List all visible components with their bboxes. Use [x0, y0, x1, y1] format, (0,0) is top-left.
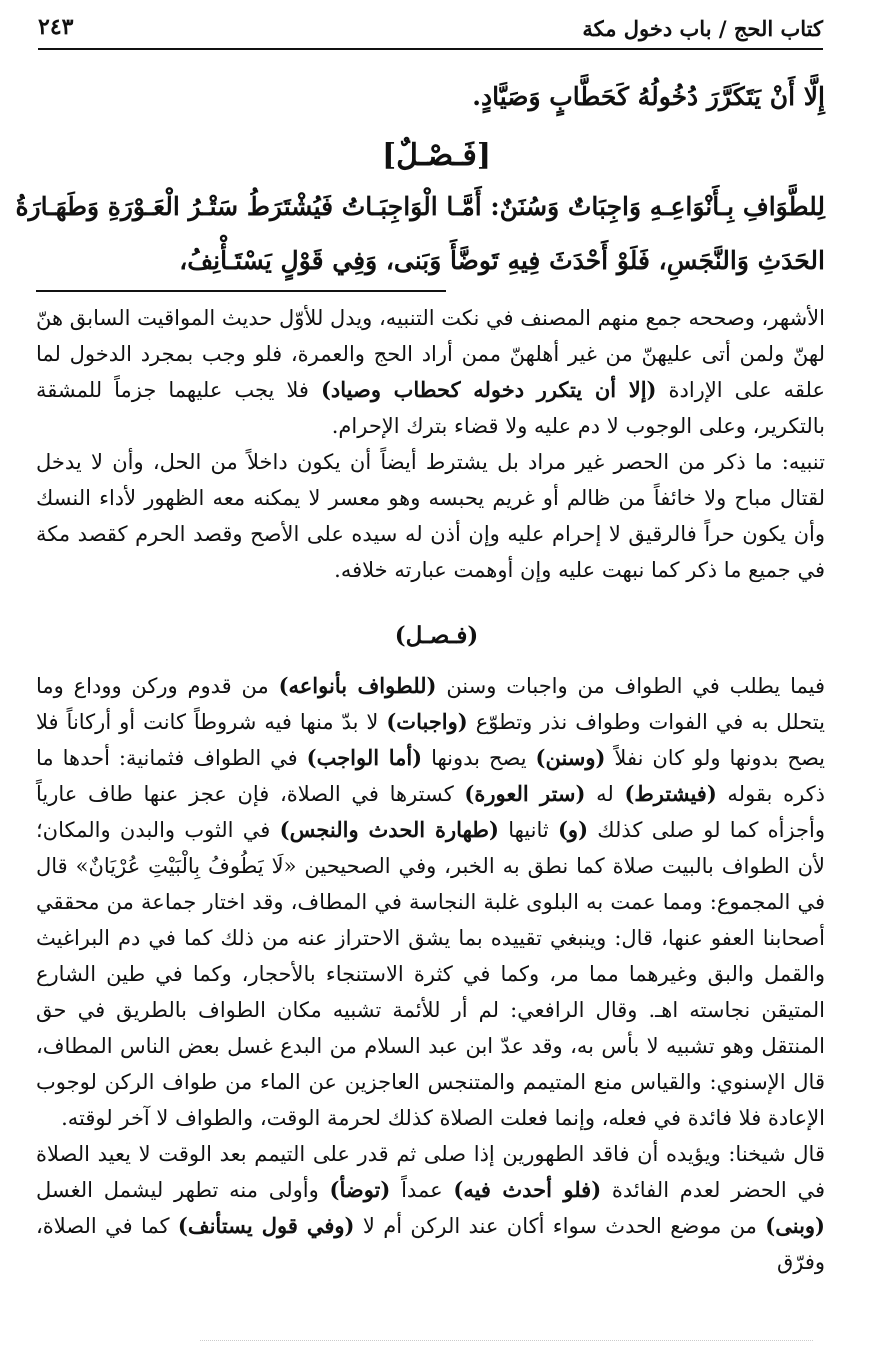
matn-text-line-1: لِلطَّوَافِ بِـأَنْوَاعِـهِ وَاجِبَاتٌ وَسُنَنٌ: أَمَّـا الْوَاجِبَـاتُ فَيُشْتَرَطُ سَتْـرُ الْعَـوْرَةِ وَطَهَـارَةُ [15, 192, 825, 221]
commentary-top [36, 300, 825, 588]
commentary-text: من موضع الحدث سواء أكان عند الركن أم لا [354, 1214, 766, 1238]
matn-quote: (ستر العورة) [464, 781, 586, 806]
commentary-text: له [585, 782, 625, 806]
commentary-text: ثانيها [498, 818, 558, 842]
commentary-paragraph-1 [36, 300, 825, 444]
matn-quote: (إلا أن يتكرر دخوله كحطاب وصياد) [320, 377, 657, 402]
commentary-text: يصح بدونها [422, 746, 536, 770]
commentary-text: فلا يجب عليهما جزماً للمشقة بالتكرير، وعلى الوجوب لا دم عليه ولا قضاء بترك الإحرام. [36, 378, 825, 438]
commentary-text: وأولى منه تطهر ليشمل الغسل [36, 1178, 330, 1202]
running-head: كتاب الحج / باب دخول مكة [582, 16, 823, 41]
commentary-paragraph-3 [36, 668, 825, 1136]
matn-text-line-2: الحَدَثِ وَالنَّجَسِ، فَلَوْ أَحْدَثَ فِيهِ تَوضَّأَ وَبَنى، وَفِي قَوْلٍ يَسْتَـأْنِفُ، [179, 246, 825, 275]
matn-continuation: إِلَّا أَنْ يَتَكَرَّرَ دُخُولُهُ كَحَطَّابٍ وَصَيَّادٍ. [472, 82, 825, 111]
matn-quote: (طهارة الحدث والنجس) [279, 817, 499, 842]
matn-section-heading: [فَـصْـلٌ] [381, 138, 492, 173]
commentary-text: فيما يطلب في الطواف من واجبات وسنن [436, 674, 825, 698]
commentary-paragraph-4 [36, 1136, 825, 1280]
matn-quote: (و) [558, 817, 589, 842]
commentary-bottom [36, 668, 825, 1280]
matn-quote: (فيشترط) [624, 781, 717, 806]
matn-commentary-divider [36, 290, 446, 292]
matn-quote: (أما الواجب) [306, 745, 423, 770]
page-number: ٢٤٣ [38, 14, 74, 40]
commentary-text: عمداً [390, 1178, 454, 1202]
matn-quote: (وسنن) [535, 745, 606, 770]
commentary-text: في الثوب والبدن والمكان؛ لأن الطواف بالبيت صلاة كما نطق به الخبر، وفي الصحيحين «لَا يَطُوفُ بِالْبَيْتِ عُرْيَانٌ» قال في المجموع: ومما عمت به البلوى غلبة النجاسة في المطاف، وقد اختار جماعة من محققي أصحابنا العفو عنها، قال: وينبغي تقييده بما يشق الاحتراز عنه من ذلك كما في دم البراغيث والقمل والبق وغيرهما مما مر، وكما في كثرة الاستنجاء بالأحجار، وكما في طين الشارع المتيقن نجاسته اهـ. وقال الرافعي: لم أر للأئمة تشبيه مكان الطواف بالطريق في حق المنتقل وهو تشبيه لا بأس به، وقد عدّ ابن عبد السلام من البدع غسل بعض الناس المطاف، قال الإسنوي: والقياس منع المتيمم والمتنجس العاجزين عن الماء من طواف الركن لوجوب الإعادة فلا فائدة في فعله، وإنما فعلت الصلاة كذلك لحرمة الوقت، والطواف لا آخر لوقته. [36, 818, 825, 1130]
matn-quote: (وبنى) [765, 1213, 825, 1238]
commentary-text: كسترها في الصلاة، فإن عجز عنها طاف عارياً وأجزأه كما لو صلى كذلك [36, 782, 826, 842]
scan-artifact-line [200, 1340, 813, 1347]
matn-quote: (توضأ) [329, 1177, 391, 1202]
commentary-text: في الطواف فثمانية: أحدها ما ذكره بقوله [36, 746, 826, 806]
commentary-text: من قدوم وركن ووداع وما يتحلل به في الفوات وطواف نذر وتطوّع [36, 674, 825, 734]
commentary-text: لا بدّ منها فيه شروطاً كانت أو أركاناً فلا يصح بدونها ولو كان نفلاً [36, 710, 826, 770]
matn-quote: (للطواف بأنواعه) [278, 673, 437, 698]
matn-quote: (وفي قول يستأنف) [177, 1213, 355, 1238]
matn-quote: (واجبات) [386, 709, 468, 734]
commentary-text: الأشهر، وصححه جمع منهم المصنف في نكت التنبيه، ويدل للأوّل حديث المواقيت السابق هنّ لهنّ ولمن أتى عليهنّ من غير أهلهنّ ممن أراد الحج والعمرة، فلو وجب بمجرد الدخول لما علقه على الإرادة [36, 306, 825, 402]
commentary-paragraph-2 [36, 444, 825, 588]
commentary-text: قال شيخنا: ويؤيده أن فاقد الطهورين إذا صلى ثم قدر على التيمم بعد الوقت لا يعيد الصلاة في الحضر لعدم الفائدة [36, 1142, 825, 1202]
matn-quote: (فلو أحدث فيه) [453, 1177, 602, 1202]
commentary-text: كما في الصلاة، وفرّق [36, 1214, 825, 1274]
commentary-text: تنبيه: ما ذكر من الحصر غير مراد بل يشترط أيضاً أن يكون داخلاً من الحل، وأن لا يدخل لقتال مباح ولا خائفاً من ظالم أو غريم يحبسه وهو معسر لا يمكنه معه الظهور لأداء النسك وأن يكون حراً فالرقيق لا إحرام عليه وإن أذن له سيده على الأصح وقصد الحرم كقصد مكة في جميع ما ذكر كما نبهت عليه وإن أوهمت عبارته خلافه. [36, 450, 825, 582]
page-header [38, 8, 823, 50]
commentary-section-heading: (فـصـل) [394, 622, 479, 649]
